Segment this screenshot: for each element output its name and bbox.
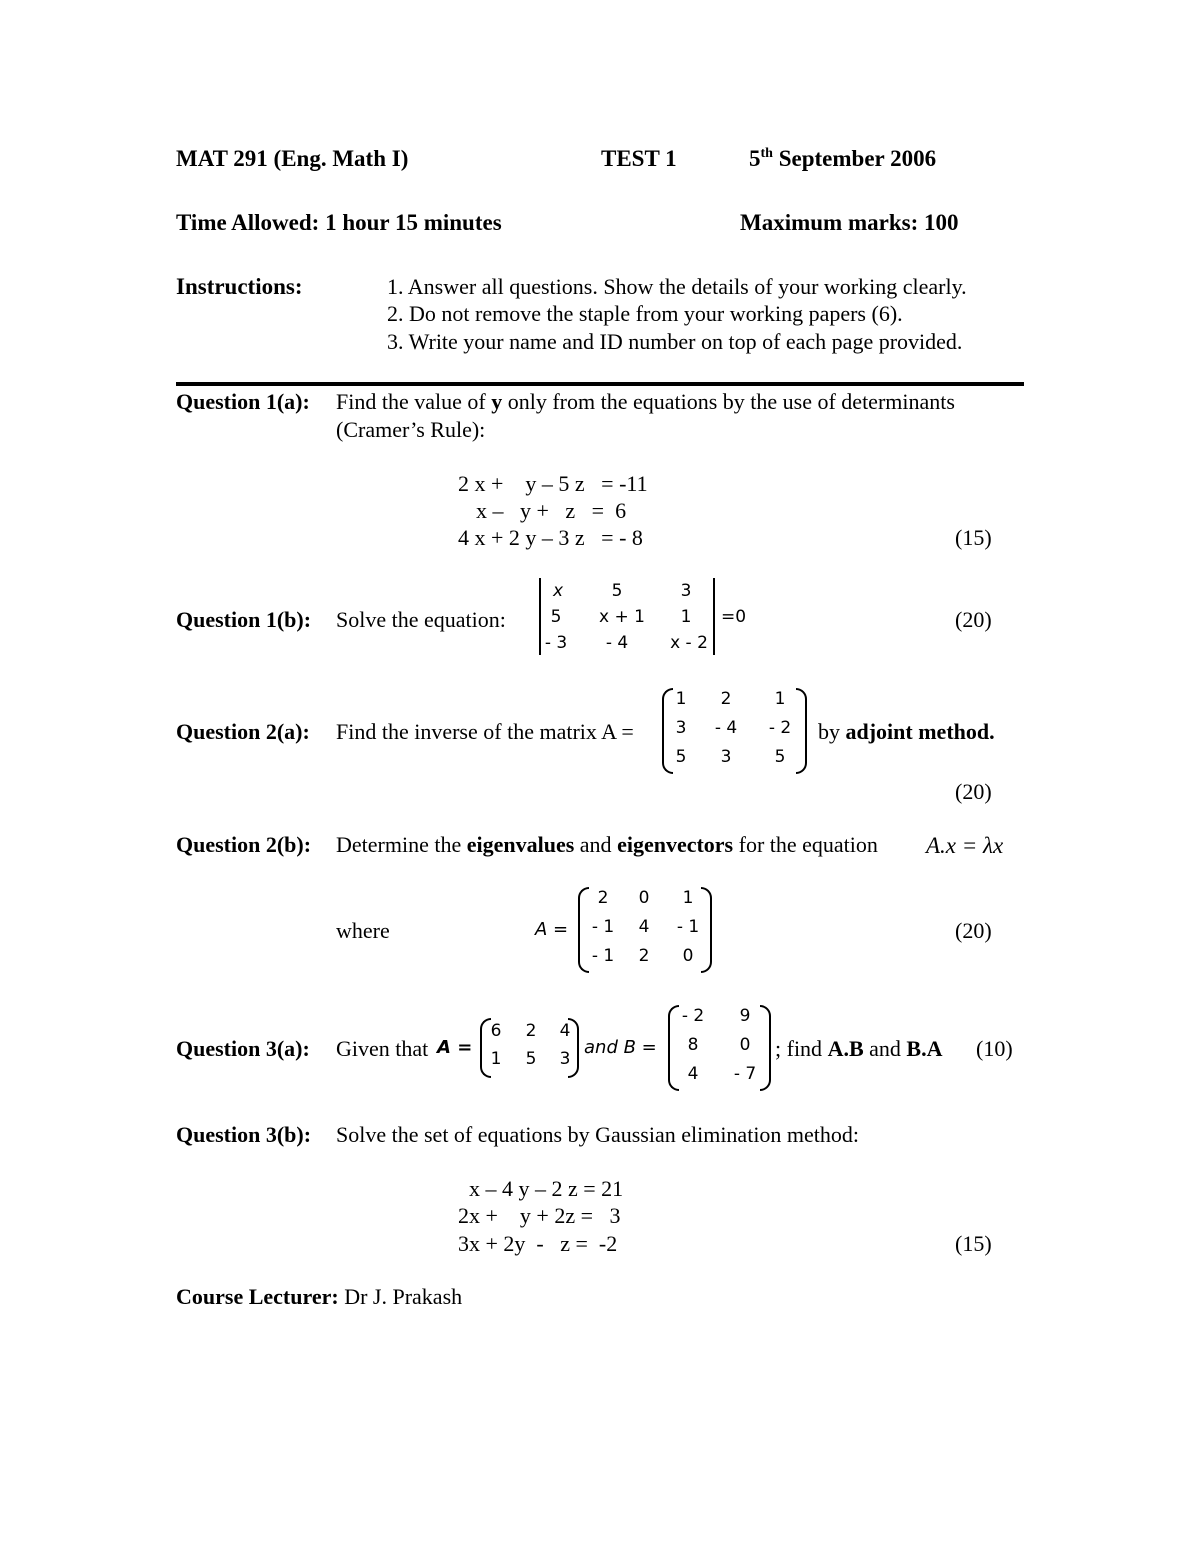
matrix-cell: 2 (597, 888, 609, 908)
question-2b-marks: (20) (955, 918, 992, 943)
matrix-cell: 0 (739, 1035, 751, 1055)
instruction-item: 2. Do not remove the staple from your working papers (6). (387, 301, 903, 326)
matrix-cell: x (552, 581, 564, 601)
matrix-cell: 8 (687, 1035, 699, 1055)
instruction-item: 1. Answer all questions. Show the details of your working clearly. (387, 274, 967, 299)
matrix-cell: 2 (638, 946, 650, 966)
matrix-cell: x + 1 (599, 607, 645, 627)
matrix-cell: 1 (682, 888, 694, 908)
equation-3: 4 x + 2 y – 3 z = - 8 (458, 525, 643, 550)
question-1b-label: Question 1(b): (176, 607, 312, 632)
matrix-cell: 1 (774, 689, 786, 709)
matrix-cell: 4 (638, 917, 650, 937)
matrix-lhs: A = (535, 919, 569, 940)
matrix-cell: 4 (687, 1064, 699, 1084)
matrix-b-lhs: and B = (584, 1037, 657, 1058)
matrix-cell: x - 2 (670, 633, 708, 653)
equation-1: x – 4 y – 2 z = 21 (469, 1176, 624, 1201)
matrix-cell: 4 (559, 1021, 571, 1041)
equation-3: 3x + 2y - z = -2 (458, 1231, 618, 1256)
matrix-cell: 1 (680, 607, 692, 627)
matrix-cell: 2 (720, 689, 732, 709)
matrix-cell: 3 (720, 747, 732, 767)
question-3a-label: Question 3(a): (176, 1036, 310, 1061)
course-lecturer: Course Lecturer: Dr J. Prakash (176, 1284, 463, 1309)
question-1b-marks: (20) (955, 607, 992, 632)
time-allowed: Time Allowed: 1 hour 15 minutes (176, 210, 502, 235)
question-3a-find: ; find A.B and B.A (775, 1036, 943, 1061)
matrix-cell: - 4 (605, 633, 629, 653)
matrix-cell: 3 (680, 581, 692, 601)
test-date: 5th September 2006 (749, 146, 937, 171)
matrix-cell: - 7 (733, 1064, 757, 1084)
matrix-cell: 0 (638, 888, 650, 908)
matrix-cell: 9 (739, 1006, 751, 1026)
equation-1: 2 x + y – 5 z = -11 (458, 471, 648, 496)
question-3b-marks: (15) (955, 1231, 992, 1256)
matrix-cell: 6 (490, 1021, 502, 1041)
question-1a-text-line2: (Cramer’s Rule): (336, 417, 486, 442)
question-1a-label: Question 1(a): (176, 389, 310, 414)
question-3a-marks: (10) (976, 1036, 1013, 1061)
matrix-cell: - 2 (681, 1006, 705, 1026)
instructions-label: Instructions: (176, 274, 303, 299)
matrix-cell: 5 (675, 747, 687, 767)
matrix-cell: - 4 (714, 718, 738, 738)
matrix-cell: 3 (559, 1049, 571, 1069)
question-3b-text: Solve the set of equations by Gaussian elimination method: (336, 1122, 860, 1147)
section-divider (176, 382, 1024, 386)
matrix-cell: 5 (774, 747, 786, 767)
matrix-a-lhs: A = (437, 1037, 473, 1058)
matrix-cell: 5 (611, 581, 623, 601)
course-title: MAT 291 (Eng. Math I) (176, 146, 409, 171)
instruction-item: 3. Write your name and ID number on top of each page provided. (387, 329, 963, 354)
determinant-rhs: =0 (721, 607, 747, 627)
equation-2: x – y + z = 6 (476, 498, 627, 523)
matrix-cell: 5 (550, 607, 562, 627)
where-label: where (336, 918, 390, 943)
matrix-cell: - 1 (676, 917, 700, 937)
question-1a-marks: (15) (955, 525, 992, 550)
question-2b-text: Determine the eigenvalues and eigenvectors for the equation (336, 832, 878, 857)
matrix-cell: 0 (682, 946, 694, 966)
question-3b-label: Question 3(b): (176, 1122, 312, 1147)
question-1a-text: Find the value of y only from the equations by the use of determinants (336, 389, 955, 414)
question-2b-label: Question 2(b): (176, 832, 312, 857)
question-2a-marks: (20) (955, 779, 992, 804)
eigen-equation: A.x = λx (926, 833, 1004, 858)
matrix-cell: 1 (675, 689, 687, 709)
question-1b-text: Solve the equation: (336, 607, 506, 632)
matrix-cell: - 2 (768, 718, 792, 738)
matrix-cell: 2 (525, 1021, 537, 1041)
matrix-cell: - 1 (591, 946, 615, 966)
question-2a-label: Question 2(a): (176, 719, 310, 744)
matrix-cell: 3 (675, 718, 687, 738)
matrix-cell: 1 (490, 1049, 502, 1069)
equation-2: 2x + y + 2z = 3 (458, 1203, 621, 1228)
question-2a-text: Find the inverse of the matrix A = (336, 719, 634, 744)
question-3a-given: Given that (336, 1036, 429, 1061)
matrix-cell: - 1 (591, 917, 615, 937)
question-2a-method: by adjoint method. (818, 719, 995, 744)
test-title: TEST 1 (601, 146, 677, 171)
determinant-right-bar (713, 578, 715, 655)
matrix-cell: 5 (525, 1049, 537, 1069)
matrix-cell: - 3 (544, 633, 568, 653)
maximum-marks: Maximum marks: 100 (740, 210, 959, 235)
